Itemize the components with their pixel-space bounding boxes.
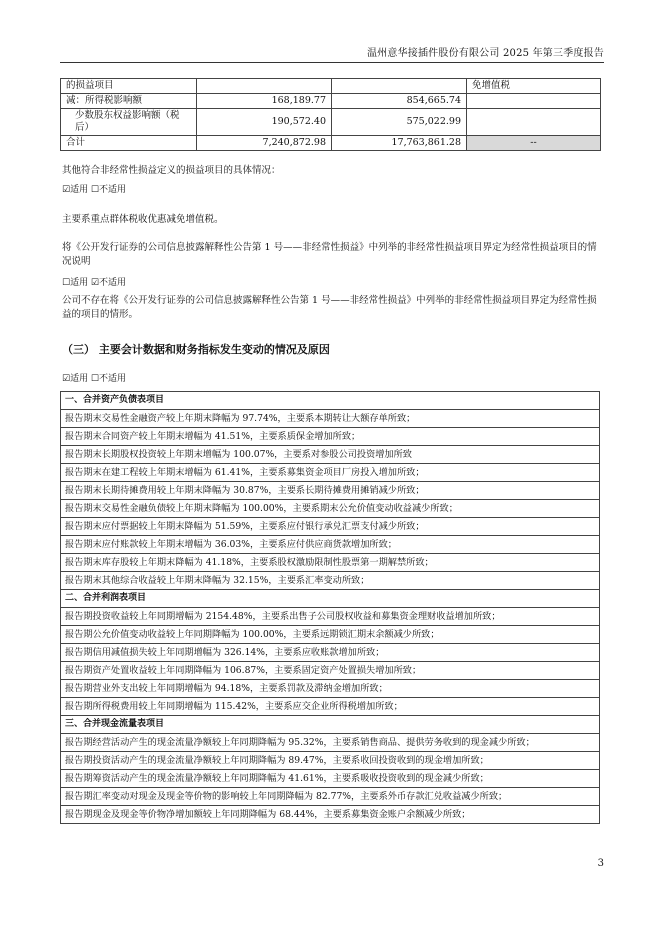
table-row <box>61 94 601 109</box>
table-row <box>61 626 600 644</box>
table-row <box>61 109 601 136</box>
category-row <box>61 590 600 608</box>
change-explanation: 报告期末交易性金融负债较上年期末降幅为 100.00%，主要系期末公允价值变动收益减少所致； <box>61 500 600 518</box>
table-row <box>61 788 600 806</box>
change-explanation: 报告期公允价值变动收益较上年同期降幅为 100.00%，主要系远期锁汇期末余额减少所致； <box>61 626 600 644</box>
non-recurring-gains-table <box>60 78 601 151</box>
other-items-intro: 其他符合非经常性损益定义的损益项目的具体情况： <box>62 165 281 176</box>
change-explanation: 报告期末长期股权投资较上年期末增幅为 100.07%，主要系对参股公司投资增加所致 <box>61 446 600 464</box>
table-row <box>61 572 600 590</box>
ytd-value: 854,665.74 <box>332 94 467 109</box>
report-header-title: 温州意华接插件股份有限公司 2025 年第三季度报告 <box>366 48 604 59</box>
change-explanation: 报告期资产处置收益较上年同期降幅为 106.87%，主要系固定资产处置损失增加所致； <box>61 662 600 680</box>
table-row <box>61 680 600 698</box>
table-row <box>61 136 601 151</box>
change-explanation: 报告期营业外支出较上年同期增幅为 94.18%，主要系罚款及滞纳金增加所致； <box>61 680 600 698</box>
category-heading: 三、合并现金流量表项目 <box>61 716 600 734</box>
table-row <box>61 518 600 536</box>
change-explanation: 报告期末交易性金融资产较上年期末降幅为 97.74%，主要系本期转让大额存单所致； <box>61 410 600 428</box>
table-row <box>61 446 600 464</box>
changes-reasons-table <box>60 391 600 824</box>
page-number: 3 <box>597 858 604 869</box>
note-cell: -- <box>467 136 601 151</box>
change-explanation: 报告期所得税费用较上年同期增幅为 115.42%，主要系应交企业所得税增加所致； <box>61 698 600 716</box>
table-row <box>61 79 601 94</box>
applicable-checkbox-2: ☐适用 ☑不适用 <box>62 278 126 288</box>
note-cell <box>467 109 601 136</box>
change-explanation: 报告期末库存股较上年期末降幅为 41.18%，主要系股权激励限制性股票第一期解禁所致； <box>61 554 600 572</box>
ytd-value: 17,763,861.28 <box>332 136 467 151</box>
category-heading: 一、合并资产负债表项目 <box>61 392 600 410</box>
category-heading: 二、合并利润表项目 <box>61 590 600 608</box>
change-explanation: 报告期末在建工程较上年期末增幅为 61.41%，主要系募集资金项目厂房投入增加所致； <box>61 464 600 482</box>
table-row <box>61 806 600 824</box>
change-explanation: 报告期末长期待摊费用较上年期末降幅为 30.87%，主要系长期待摊费用摊销减少所致； <box>61 482 600 500</box>
note-cell <box>467 94 601 109</box>
ytd-value <box>332 79 467 94</box>
category-row <box>61 716 600 734</box>
change-explanation: 报告期现金及现金等价物净增加额较上年同期降幅为 68.44%，主要系募集资金账户余额减少所致； <box>61 806 600 824</box>
section-heading: （三） 主要会计数据和财务指标发生变动的情况及原因 <box>62 343 330 356</box>
change-explanation: 报告期末应付票据较上年期末降幅为 51.59%，主要系应付银行承兑汇票支付减少所致； <box>61 518 600 536</box>
category-row <box>61 392 600 410</box>
change-explanation: 报告期信用减值损失较上年同期增幅为 326.14%，主要系应收账款增加所致； <box>61 644 600 662</box>
reclassification-explanation: 将《公开发行证券的公司信息披露解释性公告第 1 号——非经常性损益》中列举的非经常性损益项目界定为经常性损益项目的情况说明 <box>62 242 597 267</box>
change-explanation: 报告期投资活动产生的现金流量净额较上年同期降幅为 89.47%，主要系收回投资收到的现金增加所致； <box>61 752 600 770</box>
table-row <box>61 698 600 716</box>
no-reclassification-statement: 公司不存在将《公开发行证券的公司信息披露解释性公告第 1 号——非经常性损益》中列举的非经常性损益项目界定为经常性损益的项目的情形。 <box>62 295 597 320</box>
applicable-checkbox-1: ☑适用 ☐不适用 <box>62 185 126 195</box>
table-row <box>61 662 600 680</box>
ytd-value: 575,022.99 <box>332 109 467 136</box>
change-explanation: 报告期末合同资产较上年期末增幅为 41.51%，主要系质保金增加所致； <box>61 428 600 446</box>
table-row <box>61 554 600 572</box>
applicable-checkbox-3: ☑适用 ☐不适用 <box>62 374 126 384</box>
current-period-value: 190,572.40 <box>197 109 332 136</box>
main-reason-text: 主要系重点群体税收优惠减免增值税。 <box>62 214 224 225</box>
change-explanation: 报告期末应付账款较上年期末增幅为 36.03%，主要系应付供应商货款增加所致； <box>61 536 600 554</box>
table-row <box>61 734 600 752</box>
table-row <box>61 482 600 500</box>
header-rule <box>60 62 604 63</box>
table-row <box>61 608 600 626</box>
change-explanation: 报告期汇率变动对现金及现金等价物的影响较上年同期降幅为 82.77%，主要系外币存款汇兑收益减少所致； <box>61 788 600 806</box>
change-explanation: 报告期经营活动产生的现金流量净额较上年同期降幅为 95.32%，主要系销售商品、提供劳务收到的现金减少所致； <box>61 734 600 752</box>
row-label: 减：所得税影响额 <box>61 94 197 109</box>
note-cell: 免增值税 <box>467 79 601 94</box>
change-explanation: 报告期筹资活动产生的现金流量净额较上年同期降幅为 41.61%，主要系吸收投资收到的现金减少所致； <box>61 770 600 788</box>
table-row <box>61 500 600 518</box>
change-explanation: 报告期末其他综合收益较上年期末降幅为 32.15%，主要系汇率变动所致； <box>61 572 600 590</box>
row-label: 的损益项目 <box>61 79 197 94</box>
table-row <box>61 770 600 788</box>
change-explanation: 报告期投资收益较上年同期增幅为 2154.48%，主要系出售子公司股权收益和募集资金理财收益增加所致； <box>61 608 600 626</box>
current-period-value: 168,189.77 <box>197 94 332 109</box>
row-label: 少数股东权益影响额（税后） <box>61 109 197 136</box>
current-period-value: 7,240,872.98 <box>197 136 332 151</box>
table-row <box>61 752 600 770</box>
table-row <box>61 410 600 428</box>
row-label: 合计 <box>61 136 197 151</box>
table-row <box>61 536 600 554</box>
table-row <box>61 644 600 662</box>
current-period-value <box>197 79 332 94</box>
table-row <box>61 428 600 446</box>
table-row <box>61 464 600 482</box>
